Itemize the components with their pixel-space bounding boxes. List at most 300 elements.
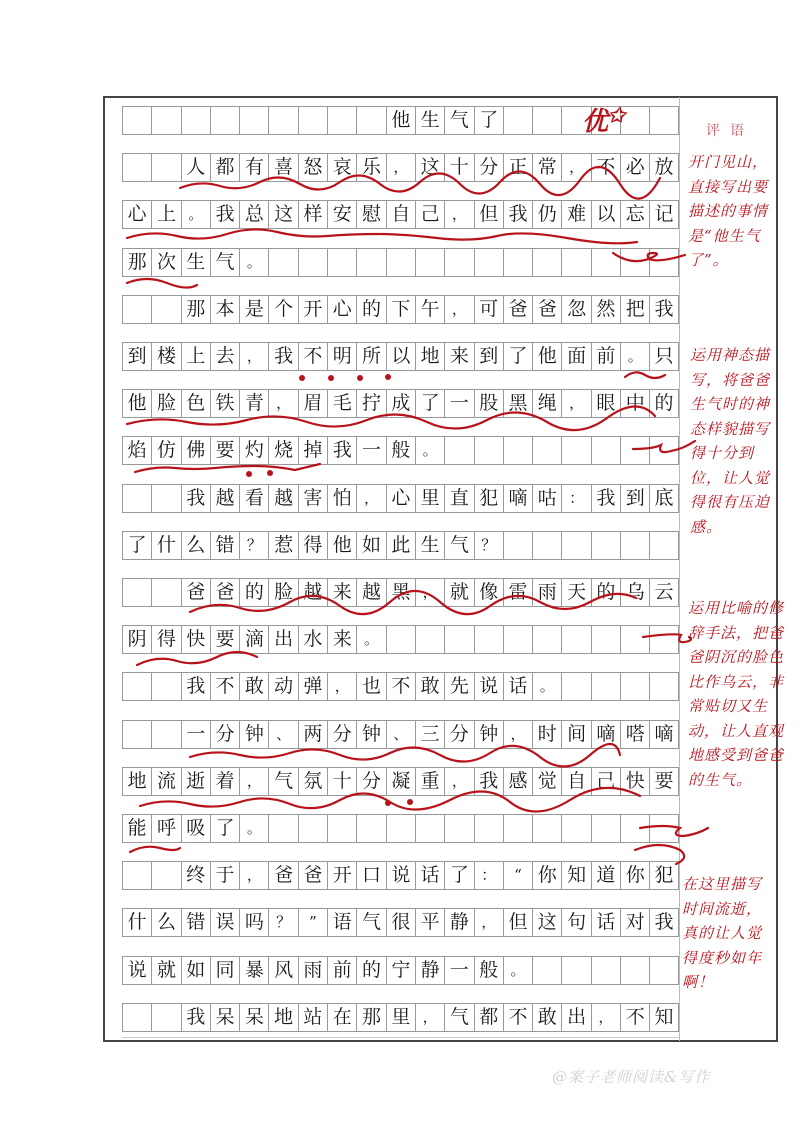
grid-cell: 股 [474, 390, 503, 417]
grid-cell: ？ [474, 532, 503, 559]
grid-cell: ， [503, 721, 532, 748]
grid-cell: 开 [298, 296, 327, 323]
grid-cell: 我 [181, 1004, 210, 1031]
grid-cell [532, 626, 561, 653]
grid-cell [503, 815, 532, 842]
grid-cell: 生 [415, 532, 444, 559]
grid-cell: 常 [532, 154, 561, 181]
grid-cell: 前 [327, 957, 356, 984]
grid-cell: 午 [415, 296, 444, 323]
grid-cell: 同 [210, 957, 239, 984]
grid-cell [122, 579, 151, 606]
grid-cell: 气 [268, 768, 297, 795]
grid-cell [532, 957, 561, 984]
grid-cell: 重 [415, 768, 444, 795]
grid-cell: ， [239, 768, 268, 795]
grid-cell [151, 107, 180, 134]
essay-line [122, 672, 679, 701]
grid-cell: 雨 [532, 579, 561, 606]
grid-cell [503, 532, 532, 559]
grid-cell: 焰 [122, 437, 151, 464]
grid-cell: 如 [356, 532, 385, 559]
essay-line [122, 625, 679, 654]
grid-cell: 放 [649, 154, 678, 181]
essay-line [122, 153, 679, 182]
grid-cell: 十 [327, 768, 356, 795]
grid-cell: 黑 [386, 579, 415, 606]
grid-cell: 吸 [181, 815, 210, 842]
grid-cell: 眼 [591, 390, 620, 417]
grid-cell: 仿 [151, 437, 180, 464]
grid-cell: 句 [561, 909, 590, 936]
grid-cell: 在 [327, 1004, 356, 1031]
grid-cell: 分 [444, 721, 473, 748]
grid-cell: 自 [561, 768, 590, 795]
grid-cell: 有 [239, 154, 268, 181]
grid-cell: 什 [151, 532, 180, 559]
grid-cell: 的 [591, 579, 620, 606]
grid-cell: 嗒 [620, 721, 649, 748]
grid-cell [327, 249, 356, 276]
grid-cell: 我 [181, 673, 210, 700]
grid-cell: 就 [151, 957, 180, 984]
grid-cell: 分 [474, 154, 503, 181]
grid-cell: 成 [386, 390, 415, 417]
grid-cell: 氛 [298, 768, 327, 795]
grid-cell: 己 [415, 201, 444, 228]
grid-cell: 的 [239, 579, 268, 606]
grid-cell: 咕 [532, 485, 561, 512]
grid-cell: ， [356, 485, 385, 512]
grid-cell: 绳 [532, 390, 561, 417]
grid-cell: ： [561, 485, 590, 512]
grid-cell: 语 [327, 909, 356, 936]
grid-cell: 终 [181, 862, 210, 889]
grid-cell: 雨 [298, 957, 327, 984]
grid-cell: 弹 [298, 673, 327, 700]
grid-cell: 地 [122, 768, 151, 795]
grid-cell: 。 [620, 343, 649, 370]
grid-cell [649, 107, 678, 134]
comment-3: 运用比喻的修辞手法，把爸爸阴沉的脸色比作乌云，非常贴切又生动，让人直观地感受到爸爸的生气。 [688, 599, 785, 789]
grid-cell [620, 815, 649, 842]
grid-cell: 青 [239, 390, 268, 417]
grid-cell: ， [386, 154, 415, 181]
grid-cell: 雷 [503, 579, 532, 606]
watermark: @案子老师阅读&写作 [552, 1068, 711, 1086]
grid-cell: 么 [151, 909, 180, 936]
grid-cell: 一 [444, 957, 473, 984]
grid-cell: 害 [298, 485, 327, 512]
grid-cell: 可 [474, 296, 503, 323]
grid-cell: 越 [268, 485, 297, 512]
grid-cell: ” [298, 909, 327, 936]
grid-cell: 怒 [298, 154, 327, 181]
grid-cell: 气 [210, 249, 239, 276]
grid-cell: 知 [649, 1004, 678, 1031]
grid-cell: 吗 [239, 909, 268, 936]
grid-cell: 地 [415, 343, 444, 370]
grid-cell: 站 [298, 1004, 327, 1031]
grid-cell: 宁 [386, 957, 415, 984]
grid-cell: 口 [356, 862, 385, 889]
grid-cell: 了 [444, 862, 473, 889]
grid-cell [649, 437, 678, 464]
grid-cell: 慰 [356, 201, 385, 228]
grid-cell: 像 [474, 579, 503, 606]
grid-cell: 能 [122, 815, 151, 842]
grid-cell: 水 [298, 626, 327, 653]
grid-cell: 敢 [532, 1004, 561, 1031]
grid-cell: 以 [386, 343, 415, 370]
grid-cell [591, 249, 620, 276]
grid-cell [268, 107, 297, 134]
grid-cell: ， [561, 390, 590, 417]
grid-cell: 敢 [415, 673, 444, 700]
grid-cell: 中 [620, 390, 649, 417]
grid-cell: 开 [327, 862, 356, 889]
grid-cell [151, 1004, 180, 1031]
comment-4: 在这里描写时间流逝，真的让人觉得度秒如年啊！ [682, 875, 763, 991]
grid-cell: 、 [386, 721, 415, 748]
grid-cell: 脸 [268, 579, 297, 606]
grid-cell [151, 485, 180, 512]
grid-cell: 觉 [532, 768, 561, 795]
grid-cell [444, 626, 473, 653]
grid-cell: ， [268, 390, 297, 417]
grid-cell: 但 [503, 909, 532, 936]
grid-cell: 爸 [210, 579, 239, 606]
grid-cell: 人 [181, 154, 210, 181]
grid-cell: 生 [415, 107, 444, 134]
grid-cell [415, 249, 444, 276]
grid-cell: 道 [591, 862, 620, 889]
grid-cell: 分 [327, 721, 356, 748]
grid-cell: “ [503, 862, 532, 889]
grid-cell: 呼 [151, 815, 180, 842]
essay-line [122, 814, 679, 843]
grid-cell [591, 437, 620, 464]
grid-cell: 惹 [268, 532, 297, 559]
grid-cell: 心 [386, 485, 415, 512]
grid-cell [503, 626, 532, 653]
grid-cell: 越 [356, 579, 385, 606]
grid-cell: 气 [444, 1004, 473, 1031]
grid-cell: 话 [415, 862, 444, 889]
grid-cell [561, 249, 590, 276]
grid-cell: 我 [591, 485, 620, 512]
grid-cell: 犯 [474, 485, 503, 512]
essay-line [122, 484, 679, 513]
grid-cell [122, 862, 151, 889]
grid-cell: 了 [415, 390, 444, 417]
grid-cell [532, 249, 561, 276]
essay-line [122, 436, 679, 465]
grid-cell: 不 [210, 673, 239, 700]
grid-cell: 但 [474, 201, 503, 228]
grid-cell: 佛 [181, 437, 210, 464]
grid-cell: 平 [415, 909, 444, 936]
essay-line [122, 248, 679, 277]
grid-cell: 分 [210, 721, 239, 748]
grid-cell: 楼 [151, 343, 180, 370]
grid-cell: 知 [561, 862, 590, 889]
grid-cell: 钟 [474, 721, 503, 748]
grid-cell: 敢 [239, 673, 268, 700]
comment-2: 运用神态描写，将爸爸生气时的神态样貌描写得十分到位，让人觉得很有压迫感。 [690, 346, 771, 536]
grid-cell: 先 [444, 673, 473, 700]
grid-cell: 安 [327, 201, 356, 228]
grid-cell [122, 107, 151, 134]
grid-cell: 那 [356, 1004, 385, 1031]
grid-cell: 这 [268, 201, 297, 228]
grid-cell [415, 815, 444, 842]
grid-cell: ， [239, 343, 268, 370]
grid-cell: 不 [386, 673, 415, 700]
grid-cell: 钟 [356, 721, 385, 748]
grid-cell [210, 107, 239, 134]
grid-cell: 上 [151, 201, 180, 228]
grid-cell: 得 [298, 532, 327, 559]
grid-cell [503, 107, 532, 134]
grid-cell [532, 815, 561, 842]
grid-cell [356, 249, 385, 276]
grid-cell [122, 296, 151, 323]
grid-cell [386, 815, 415, 842]
grid-cell [503, 249, 532, 276]
grid-cell: 了 [122, 532, 151, 559]
grid-cell: 不 [620, 1004, 649, 1031]
grid-cell: 一 [444, 390, 473, 417]
grid-cell: 犯 [649, 862, 678, 889]
grid-cell: 来 [444, 343, 473, 370]
grid-cell [122, 154, 151, 181]
grid-cell: 我 [181, 485, 210, 512]
grid-cell: 凝 [386, 768, 415, 795]
grid-cell [386, 626, 415, 653]
grid-cell: 嘀 [649, 721, 678, 748]
grid-cell: 正 [503, 154, 532, 181]
grid-cell: 说 [386, 862, 415, 889]
grid-cell [649, 673, 678, 700]
grid-cell: 嘀 [503, 485, 532, 512]
grid-cell [591, 626, 620, 653]
grid-cell [649, 957, 678, 984]
grid-cell [239, 107, 268, 134]
grid-cell [649, 626, 678, 653]
grid-cell: ， [239, 862, 268, 889]
grid-cell: 到 [620, 485, 649, 512]
grid-cell: 暴 [239, 957, 268, 984]
grid-cell: 不 [503, 1004, 532, 1031]
grid-cell: 那 [181, 296, 210, 323]
grid-cell: 感 [503, 768, 532, 795]
grid-cell [591, 673, 620, 700]
grid-cell [151, 154, 180, 181]
grid-cell: 的 [356, 957, 385, 984]
grid-cell: 云 [649, 579, 678, 606]
grid-cell [620, 249, 649, 276]
grid-cell: 逝 [181, 768, 210, 795]
grid-cell: 风 [268, 957, 297, 984]
grid-cell: 来 [327, 579, 356, 606]
grid-cell: 气 [356, 909, 385, 936]
grid-cell [268, 249, 297, 276]
grid-cell: 着 [210, 768, 239, 795]
grid-cell: 爸 [532, 296, 561, 323]
essay-line [122, 908, 679, 937]
grid-cell: 说 [122, 957, 151, 984]
grid-cell: ， [591, 1004, 620, 1031]
grid-cell [620, 957, 649, 984]
grid-cell: 忘 [620, 201, 649, 228]
grid-cell: 了 [210, 815, 239, 842]
grid-cell: 的 [356, 296, 385, 323]
grid-cell: 前 [591, 343, 620, 370]
grid-cell: 他 [386, 107, 415, 134]
grid-cell: 。 [239, 249, 268, 276]
grid-cell [151, 296, 180, 323]
grid-cell: ， [444, 296, 473, 323]
grid-cell: 铁 [210, 390, 239, 417]
grid-cell: 出 [561, 1004, 590, 1031]
grid-cell: 一 [181, 721, 210, 748]
grid-cell: 上 [181, 343, 210, 370]
star-icon: ✩ [608, 103, 625, 127]
comment-1: 开门见山，直接写出要描述的事情是“他生气了”。 [688, 153, 769, 269]
grid-cell: 我 [210, 201, 239, 228]
grid-cell: 到 [122, 343, 151, 370]
grid-cell: 话 [503, 673, 532, 700]
grid-cell: 般 [474, 957, 503, 984]
grid-cell: 钟 [239, 721, 268, 748]
grid-cell: 脸 [151, 390, 180, 417]
grid-cell: 气 [444, 532, 473, 559]
essay-line [122, 389, 679, 418]
grid-cell: 直 [444, 485, 473, 512]
grid-cell: 越 [298, 579, 327, 606]
grid-cell: 下 [386, 296, 415, 323]
grid-cell [532, 107, 561, 134]
grid-cell: 时 [532, 721, 561, 748]
grid-cell: 所 [356, 343, 385, 370]
grid-cell [444, 249, 473, 276]
essay-line [122, 295, 679, 324]
grid-cell: 我 [327, 437, 356, 464]
grid-cell: ， [327, 673, 356, 700]
grid-cell: 以 [591, 201, 620, 228]
grid-cell: 要 [210, 437, 239, 464]
grid-cell: 我 [649, 909, 678, 936]
grid-cell: 自 [386, 201, 415, 228]
grid-cell: 要 [649, 768, 678, 795]
grid-cell [151, 673, 180, 700]
grid-cell: 越 [210, 485, 239, 512]
grid-cell [356, 815, 385, 842]
grade-text: 优 [582, 107, 609, 137]
grid-cell: 底 [649, 485, 678, 512]
grid-cell: 他 [532, 343, 561, 370]
grid-cell: 。 [356, 626, 385, 653]
grid-cell: 面 [561, 343, 590, 370]
grid-cell: 我 [474, 768, 503, 795]
grid-cell: 什 [122, 909, 151, 936]
grid-cell: 。 [239, 815, 268, 842]
grid-cell [268, 815, 297, 842]
grid-cell: 心 [327, 296, 356, 323]
grid-cell: 。 [503, 957, 532, 984]
grid-cell: 烧 [268, 437, 297, 464]
grid-cell: 嘀 [591, 721, 620, 748]
comment-header: 评语 [706, 123, 754, 139]
grid-cell [561, 437, 590, 464]
grid-cell [620, 532, 649, 559]
grid-cell [591, 815, 620, 842]
grid-cell: 掉 [298, 437, 327, 464]
grid-cell: 他 [122, 390, 151, 417]
grid-cell: 那 [122, 249, 151, 276]
grid-cell: 地 [268, 1004, 297, 1031]
grid-cell [327, 107, 356, 134]
grid-cell: 般 [386, 437, 415, 464]
grid-cell: 忽 [561, 296, 590, 323]
grid-cell: 也 [356, 673, 385, 700]
grid-cell: ， [474, 909, 503, 936]
grid-cell: 快 [181, 626, 210, 653]
grid-cell: 看 [239, 485, 268, 512]
grid-cell [591, 532, 620, 559]
grid-cell: ， [444, 768, 473, 795]
grid-cell: ， [415, 579, 444, 606]
essay-line [122, 861, 679, 890]
grid-cell: 黑 [503, 390, 532, 417]
grid-cell: 个 [268, 296, 297, 323]
grid-cell: ？ [239, 532, 268, 559]
grid-cell: 就 [444, 579, 473, 606]
grid-cell: 然 [591, 296, 620, 323]
grid-cell: 十 [444, 154, 473, 181]
grid-cell: 灼 [239, 437, 268, 464]
grid-cell: 里 [415, 485, 444, 512]
grade-mark [582, 101, 625, 138]
grid-cell: 是 [239, 296, 268, 323]
bottom-rule [122, 1037, 679, 1038]
grid-cell [415, 626, 444, 653]
grid-cell: 不 [298, 343, 327, 370]
grid-cell [649, 815, 678, 842]
grid-cell: 哀 [327, 154, 356, 181]
grid-cell: 乐 [356, 154, 385, 181]
grid-cell: 动 [268, 673, 297, 700]
grid-cell: 话 [591, 909, 620, 936]
grid-cell: 静 [415, 957, 444, 984]
grid-cell: 都 [210, 154, 239, 181]
grid-cell: 记 [649, 201, 678, 228]
grid-cell [532, 437, 561, 464]
grid-cell: 爸 [268, 862, 297, 889]
grid-cell [561, 626, 590, 653]
grid-cell: 仍 [532, 201, 561, 228]
essay-line [122, 956, 679, 985]
grid-cell [649, 249, 678, 276]
grid-cell [474, 437, 503, 464]
grid-cell: 气 [444, 107, 473, 134]
grid-cell [298, 249, 327, 276]
grid-cell [620, 626, 649, 653]
grid-cell [356, 107, 385, 134]
grid-cell: 总 [239, 201, 268, 228]
grid-cell: 滴 [239, 626, 268, 653]
